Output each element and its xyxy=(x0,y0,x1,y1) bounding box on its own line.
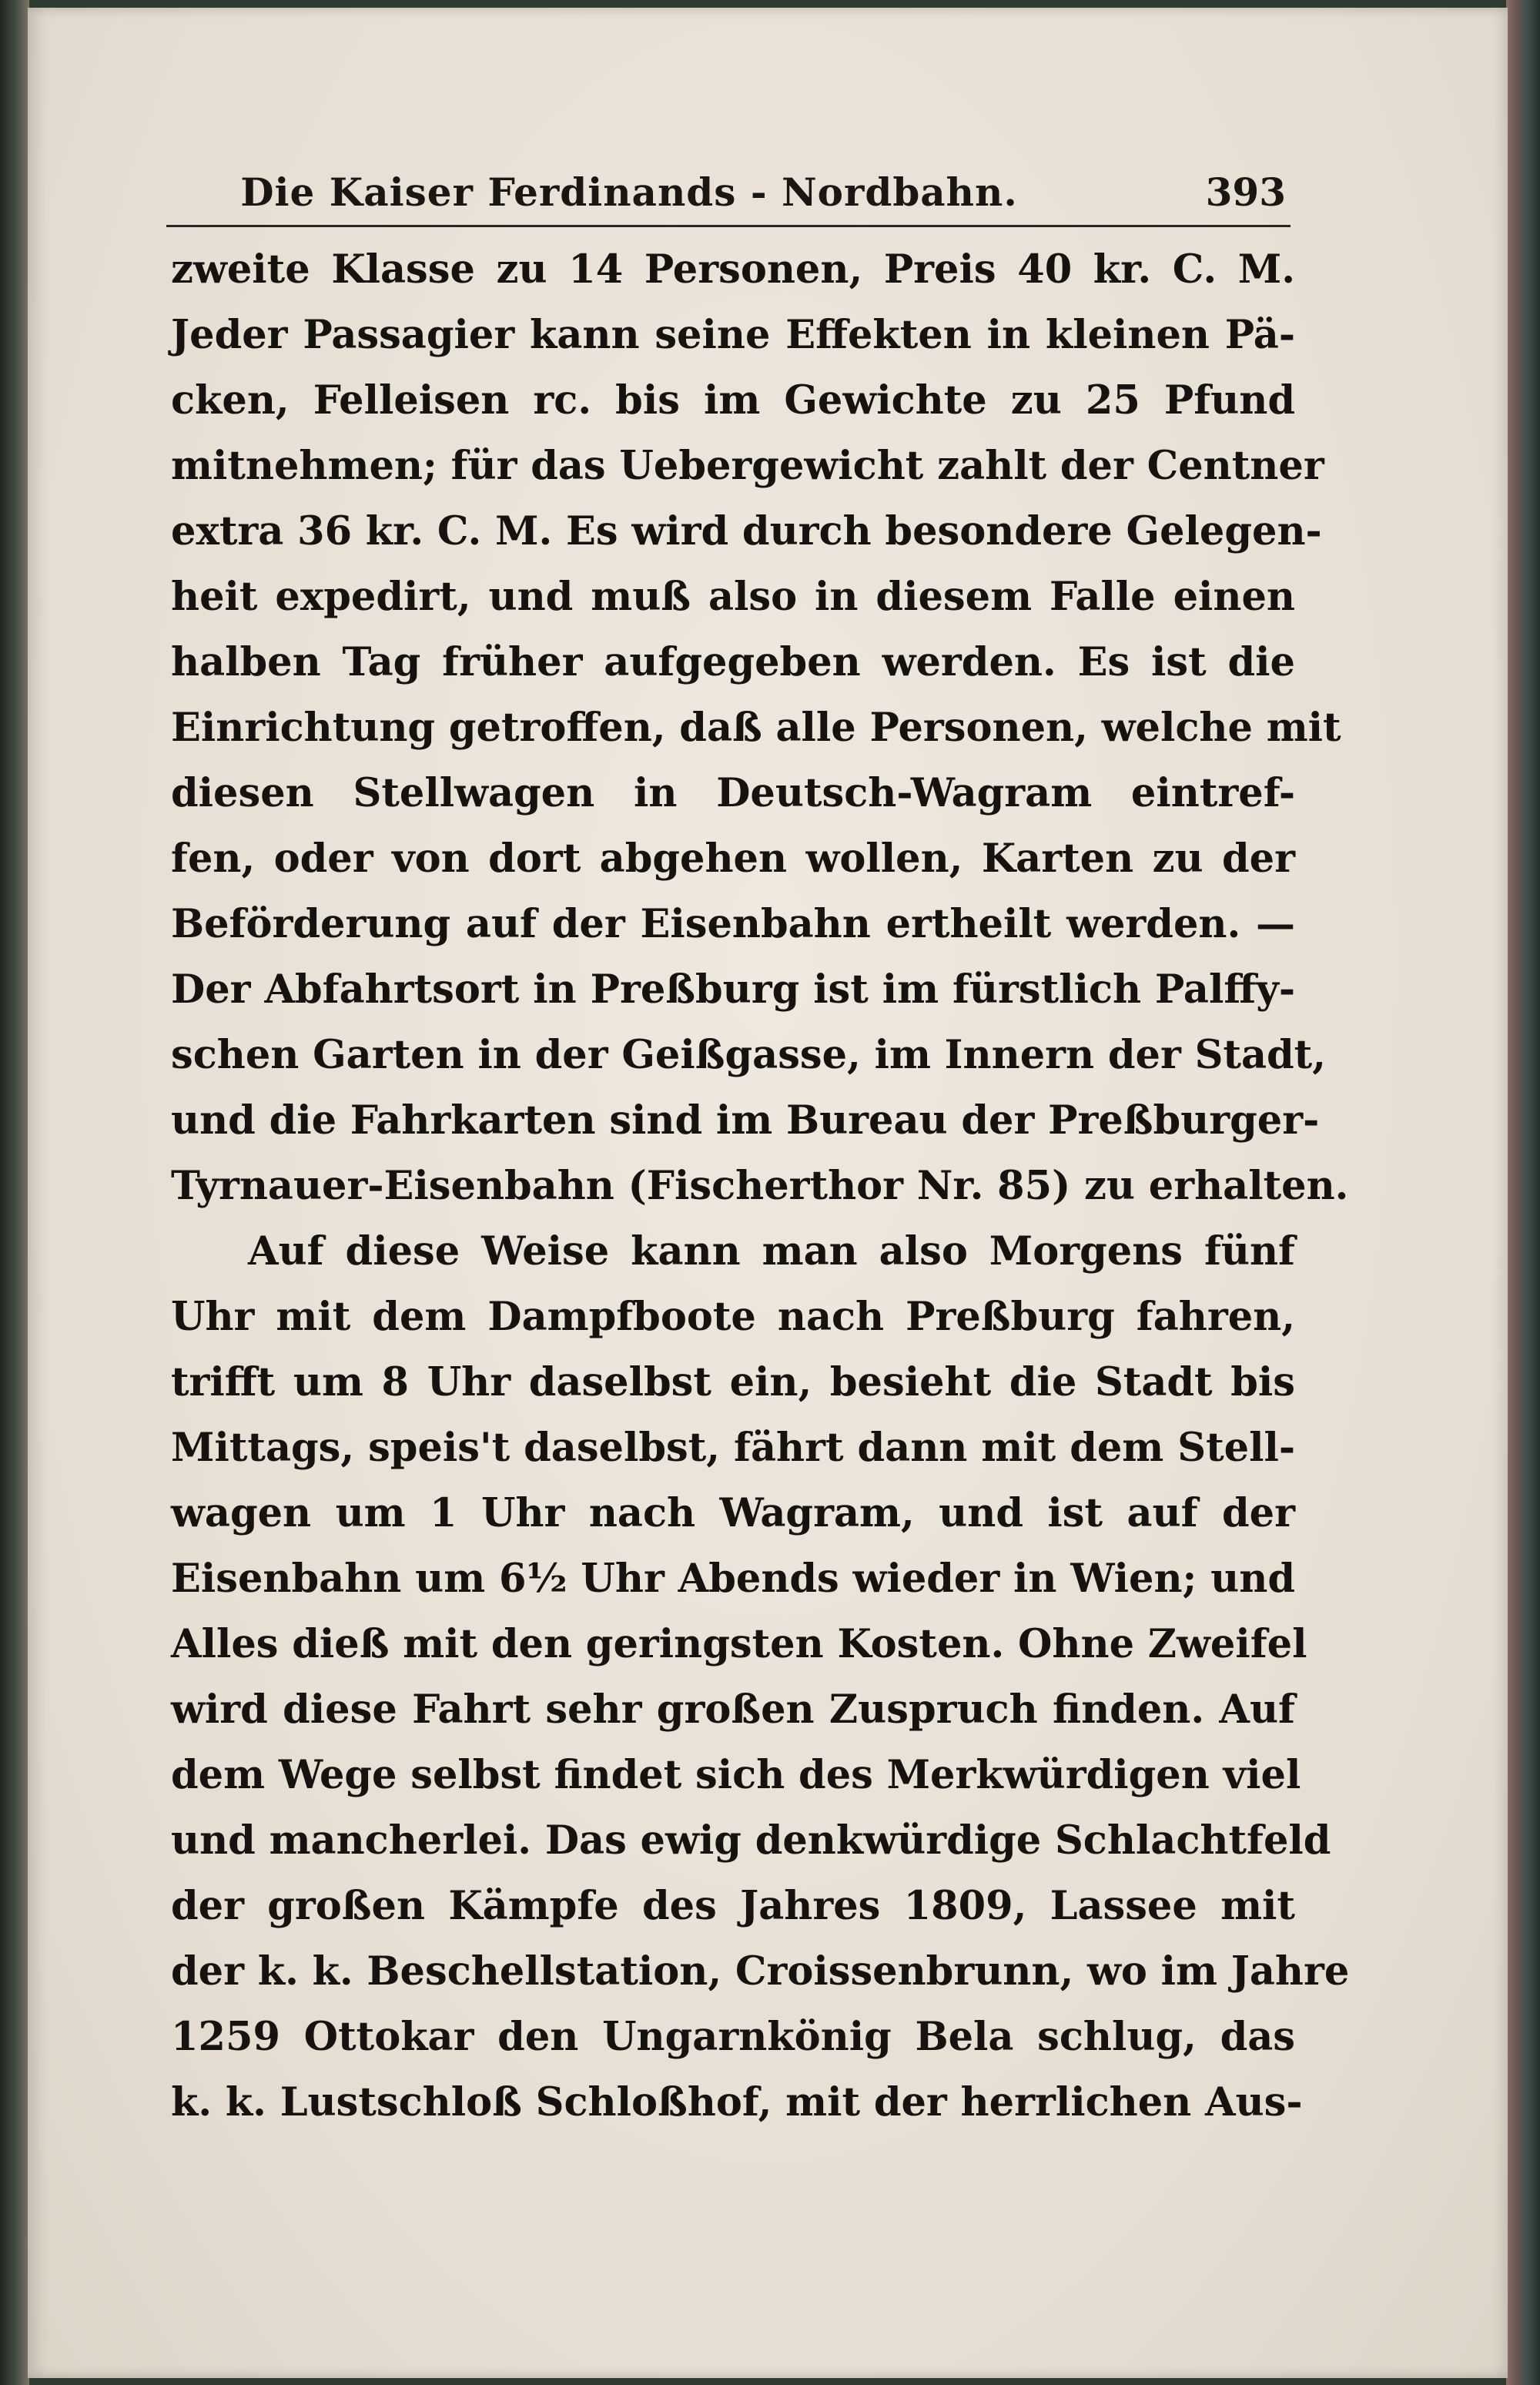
running-header xyxy=(171,163,1286,222)
text-line: diesen Stellwagen in Deutsch-Wagram eintref- xyxy=(171,770,1295,816)
body-text xyxy=(171,237,1350,2135)
running-title: Die Kaiser Ferdinands - Nordbahn. xyxy=(240,169,1018,215)
text-line: trifft um 8 Uhr daselbst ein, besieht die Stadt bis xyxy=(171,1359,1295,1405)
text-line: Eisenbahn um 6½ Uhr Abends wieder in Wien; und xyxy=(171,1556,1295,1602)
text-line: und die Fahrkarten sind im Bureau der Preßburger- xyxy=(171,1097,1320,1144)
text-line: Tyrnauer-Eisenbahn (Fischerthor Nr. 85) zu erhalten. xyxy=(171,1163,1349,1209)
text-line: halben Tag früher aufgegeben werden. Es ist die xyxy=(171,639,1295,685)
text-line: Jeder Passagier kann seine Effekten in kleinen Pä- xyxy=(171,312,1295,358)
header-rule xyxy=(166,225,1291,227)
text-line: Beförderung auf der Eisenbahn ertheilt werden. — xyxy=(171,901,1295,947)
text-line: und mancherlei. Das ewig denkwürdige Schlachtfeld xyxy=(171,1817,1331,1864)
text-line: Uhr mit dem Dampfboote nach Preßburg fahren, xyxy=(171,1294,1295,1340)
text-line: der großen Kämpfe des Jahres 1809, Lassee mit xyxy=(171,1883,1295,1929)
text-line: heit expedirt, und muß also in diesem Falle einen xyxy=(171,574,1295,620)
text-line: mitnehmen; für das Uebergewicht zahlt der Centner xyxy=(171,443,1324,489)
text-line: cken, Felleisen rc. bis im Gewichte zu 25 Pfund xyxy=(171,377,1295,424)
right-book-edge xyxy=(1506,0,1540,2385)
text-line: dem Wege selbst findet sich des Merkwürdigen viel xyxy=(171,1752,1301,1798)
text-line: Auf diese Weise kann man also Morgens fünf xyxy=(248,1228,1295,1275)
text-line: Mittags, speis't daselbst, fährt dann mit dem Stell- xyxy=(171,1425,1295,1471)
text-line: k. k. Lustschloß Schloßhof, mit der herrlichen Aus- xyxy=(171,2079,1303,2125)
left-book-edge xyxy=(0,0,29,2385)
text-line: extra 36 kr. C. M. Es wird durch besondere Gelegen- xyxy=(171,508,1322,554)
text-line: zweite Klasse zu 14 Personen, Preis 40 kr. C. M. xyxy=(171,246,1295,293)
text-line: Einrichtung getroffen, daß alle Personen, welche mit xyxy=(171,705,1341,751)
text-line: Der Abfahrtsort in Preßburg ist im fürstlich Palffy- xyxy=(171,966,1295,1013)
text-line: der k. k. Beschellstation, Croissenbrunn, wo im Jahre xyxy=(171,1948,1350,1995)
text-line: 1259 Ottokar den Ungarnkönig Bela schlug, das xyxy=(171,2014,1295,2060)
text-line: fen, oder von dort abgehen wollen, Karten zu der xyxy=(171,836,1295,882)
page-number: 393 xyxy=(1205,169,1286,215)
text-line: Alles dieß mit den geringsten Kosten. Ohne Zweifel xyxy=(171,1621,1307,1667)
text-line: wird diese Fahrt sehr großen Zuspruch finden. Auf xyxy=(171,1687,1295,1733)
text-line: schen Garten in der Geißgasse, im Innern der Stadt, xyxy=(171,1032,1326,1078)
text-line: wagen um 1 Uhr nach Wagram, und ist auf der xyxy=(171,1490,1295,1536)
